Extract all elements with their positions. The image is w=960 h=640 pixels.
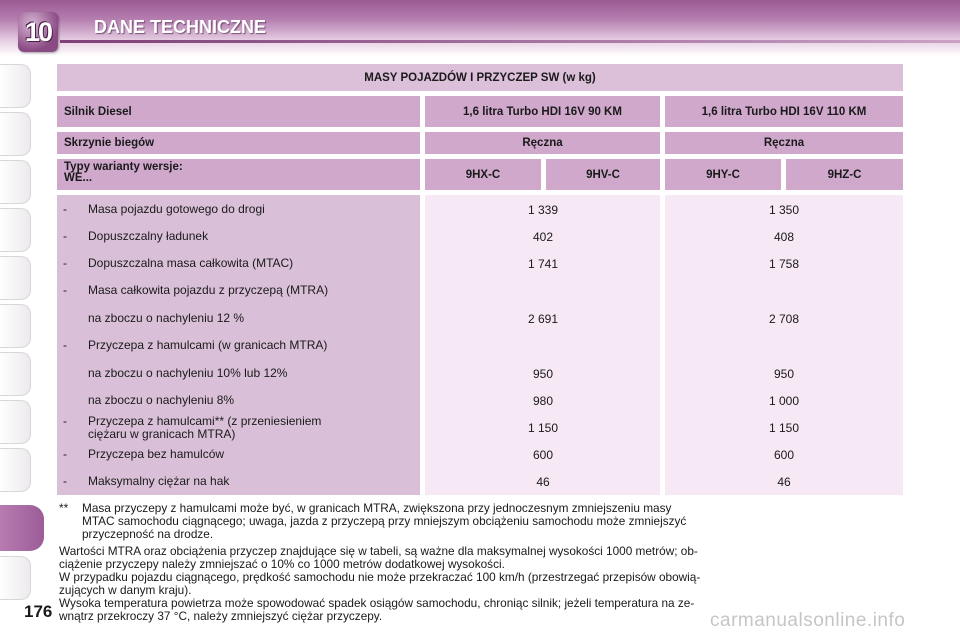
value-cell: 600 xyxy=(532,448,554,462)
chapter-tab[interactable] xyxy=(0,112,31,156)
value-cell: 402 xyxy=(532,230,554,244)
value-cell: 1 150 xyxy=(527,421,559,435)
value-cell: 950 xyxy=(532,367,554,381)
types-label-line-2: WE... xyxy=(64,172,93,184)
page-number: 176 xyxy=(24,602,53,621)
chapter-tab[interactable] xyxy=(0,256,31,300)
value-cell: 1 150 xyxy=(768,421,800,435)
value-cell: 46 xyxy=(777,475,791,489)
type-9hy: 9HY-C xyxy=(665,159,781,190)
row-label: na zboczu o nachyleniu 8% xyxy=(88,393,235,407)
page-title: DANE TECHNICZNE xyxy=(94,17,267,37)
row-label-continued: ciężaru w granicach MTRA) xyxy=(88,427,236,441)
type-9hx: 9HX-C xyxy=(425,159,541,190)
footnote-line: Masa przyczepy z hamulcami może być, w granicach MTRA, zwiększona przy jednoczesnym zmniejszeniu masy xyxy=(82,501,672,515)
note-line: zujących w danym kraju). xyxy=(59,583,192,597)
row-dash: - xyxy=(63,414,67,428)
row-label: Dopuszczalny ładunek xyxy=(88,229,209,243)
row-dash: - xyxy=(63,202,67,216)
chapter-badge xyxy=(18,12,58,52)
engine-1: 1,6 litra Turbo HDI 16V 90 KM xyxy=(425,96,660,127)
footnote-marker: ** xyxy=(59,501,69,515)
chapter-tab[interactable] xyxy=(0,304,31,348)
value-cell: 46 xyxy=(536,475,550,489)
note-line: Wartości MTRA oraz obciążenia przyczep znajdujące się w tabeli, są ważne dla maksymalnej wysokości 1000 metrów; ob- xyxy=(59,544,698,558)
watermark: carmanualsonline.info xyxy=(710,610,906,631)
row-label: Masa pojazdu gotowego do drogi xyxy=(88,202,265,216)
note-line: W przypadku pojazdu ciągnącego, prędkość samochodu nie może przekraczać 100 km/h (przestrzegać przepisów obowią- xyxy=(59,570,701,584)
gearbox-1: Ręczna xyxy=(425,132,660,154)
value-cell: 2 691 xyxy=(527,312,559,326)
type-9hz: 9HZ-C xyxy=(786,159,903,190)
engine-label: Silnik Diesel xyxy=(57,96,420,127)
row-label: Przyczepa z hamulcami (w granicach MTRA) xyxy=(88,338,328,352)
row-label: Masa całkowita pojazdu z przyczepą (MTRA) xyxy=(88,283,329,297)
footnote-line: przyczepność na drodze. xyxy=(82,527,214,541)
value-cell: 1 741 xyxy=(527,257,559,271)
row-label: Przyczepa z hamulcami** (z przeniesieniem xyxy=(88,414,322,428)
gearbox-label: Skrzynie biegów xyxy=(57,132,420,154)
table-title: MASY POJAZDÓW I PRZYCZEP SW (w kg) xyxy=(57,64,903,91)
value-cell: 2 708 xyxy=(768,312,800,326)
chapter-number: 10 xyxy=(24,17,52,47)
chapter-tab[interactable] xyxy=(0,556,31,600)
chapter-tab[interactable] xyxy=(0,160,31,204)
chapter-tab[interactable] xyxy=(0,208,31,252)
value-cell: 1 339 xyxy=(527,203,559,217)
row-dash: - xyxy=(63,338,67,352)
value-cell: 950 xyxy=(773,367,795,381)
value-cell: 600 xyxy=(773,448,795,462)
value-cell: 408 xyxy=(773,230,795,244)
row-dash: - xyxy=(63,256,67,270)
chapter-tab[interactable] xyxy=(0,448,31,492)
footnote-line: MTAC samochodu ciągnącego; uwaga, jazda z przyczepą przy mniejszym obciążeniu samochodu może zmniejszyć xyxy=(82,514,687,528)
note-line: ciążenie przyczepy należy zmniejszać o 10% co 1000 metrów dodatkowej wysokości. xyxy=(59,557,505,571)
row-dash: - xyxy=(63,447,67,461)
chapter-tab[interactable] xyxy=(0,64,31,108)
row-label: na zboczu o nachyleniu 12 % xyxy=(88,311,245,325)
note-line: Wysoka temperatura powietrza może spowodować spadek osiągów samochodu, chroniąc silnik; jeżeli temperatura na ze- xyxy=(59,596,695,610)
value-cell: 980 xyxy=(532,394,554,408)
chapter-tab[interactable] xyxy=(0,400,31,444)
row-label: Maksymalny ciężar na hak xyxy=(88,474,230,488)
row-dash: - xyxy=(63,474,67,488)
note-line: wnątrz przekroczy 37 °C, należy zmniejszyć ciężar przyczepy. xyxy=(59,609,383,623)
row-label: Przyczepa bez hamulców xyxy=(88,447,225,461)
chapter-tab-active[interactable] xyxy=(0,505,44,551)
row-label: na zboczu o nachyleniu 10% lub 12% xyxy=(88,366,288,380)
value-cell: 1 000 xyxy=(768,394,800,408)
types-label xyxy=(57,159,420,190)
engine-2: 1,6 litra Turbo HDI 16V 110 KM xyxy=(665,96,903,127)
chapter-tab[interactable] xyxy=(0,352,31,396)
row-label: Dopuszczalna masa całkowita (MTAC) xyxy=(88,256,294,270)
row-dash: - xyxy=(63,283,67,297)
value-cell: 1 350 xyxy=(768,203,800,217)
gearbox-2: Ręczna xyxy=(665,132,903,154)
row-dash: - xyxy=(63,229,67,243)
header-divider xyxy=(60,40,960,43)
type-9hv: 9HV-C xyxy=(546,159,660,190)
types-label-line-1: Typy warianty wersje: xyxy=(64,161,183,173)
value-cell: 1 758 xyxy=(768,257,800,271)
